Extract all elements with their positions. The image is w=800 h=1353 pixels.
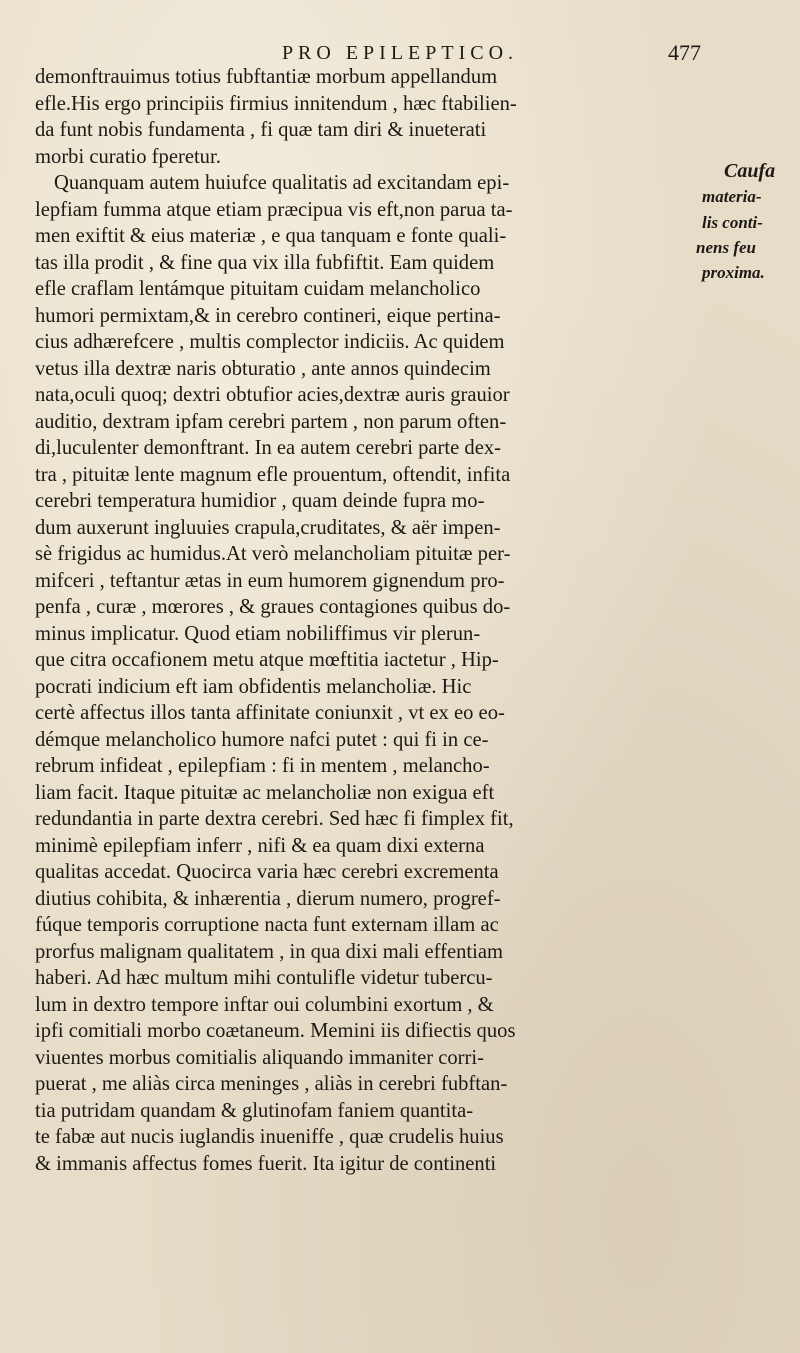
text-line: penfa , curæ , mœrores , & graues contagiones quibus do- [35, 596, 511, 618]
text-line: que citra occafionem metu atque mœftitia iactetur , Hip- [35, 649, 499, 671]
text-line: puerat , me aliàs circa meninges , aliàs in cerebri fubftan- [35, 1073, 508, 1095]
text-line: dum auxerunt ingluuies crapula,cruditates, & aër impen- [35, 516, 501, 539]
text-line: cius adhærefcere , multis complector indiciis. Ac quidem [35, 331, 505, 353]
text-line: certè affectus illos tanta affinitate coniunxit , vt ex eo eo- [35, 702, 505, 724]
margin-note: nens feu [696, 238, 756, 257]
page-number: 477 [668, 40, 701, 65]
text-line: mifceri , teftantur ætas in eum humorem gignendum pro- [35, 569, 505, 592]
text-line: lepfiam fumma atque etiam præcipua vis eft,non parua ta- [35, 198, 513, 221]
text-line: morbi curatio fperetur. [35, 145, 221, 168]
text-line: pocrati indicium eft iam obfidentis melancholiæ. Hic [35, 675, 472, 698]
text-line: lum in dextro tempore inftar oui columbini exortum , & [35, 993, 494, 1016]
text-line: te fabæ aut nucis iuglandis inueniffe , quæ crudelis huius [35, 1126, 504, 1148]
text-line: liam facit. Itaque pituitæ ac melancholiæ non exigua eft [35, 781, 495, 804]
text-line: prorfus malignam qualitatem , in qua dixi mali effentiam [35, 940, 504, 963]
text-line: di,luculenter demonftrant. In ea autem cerebri parte dex- [35, 437, 501, 459]
text-line: viuentes morbus comitialis aliquando immaniter corri- [35, 1046, 484, 1069]
text-line: qualitas accedat. Quocirca varia hæc cerebri excrementa [35, 861, 499, 883]
text-line: vetus illa dextræ naris obturatio , ante annos quindecim [35, 357, 491, 380]
text-line: minus implicatur. Quod etiam nobiliffimus vir plerun- [35, 622, 481, 645]
text-line: tia putridam quandam & glutinofam faniem quantita- [35, 1099, 474, 1122]
text-line: rebrum infideat , epilepfiam : fi in mentem , melancho- [35, 755, 490, 777]
text-line: tas illa prodit , & fine qua vix illa fubfiftit. Eam quidem [35, 251, 495, 274]
margin-note: lis conti- [702, 213, 763, 232]
text-line: sè frigidus ac humidus.At verò melancholiam pituitæ per- [35, 543, 511, 565]
text-line: démque melancholico humore nafci putet : qui fi in ce- [35, 728, 489, 751]
text-line: redundantia in parte dextra cerebri. Sed hæc fi fimplex fit, [35, 808, 514, 830]
text-line: cerebri temperatura humidior , quam deinde fupra mo- [35, 490, 485, 512]
text-line: efle craflam lentámque pituitam cuidam melancholico [35, 278, 481, 300]
body-text [35, 64, 760, 1177]
text-line: ipfi comitiali morbo coætaneum. Memini iis difiectis quos [35, 1020, 516, 1042]
text-line: Quanquam autem huiufce qualitatis ad excitandam epi- [54, 172, 510, 194]
margin-note: proxima. [702, 263, 765, 282]
margin-note: Caufa [724, 160, 776, 182]
text-line: diutius cohibita, & inhærentia , dierum numero, progref- [35, 887, 501, 910]
text-line: auditio, dextram ipfam cerebri partem , non parum often- [35, 410, 507, 433]
text-line: & immanis affectus fomes fuerit. Ita igitur de continenti [35, 1152, 497, 1175]
text-line: fúque temporis corruptione nacta funt externam illam ac [35, 914, 499, 936]
text-line: haberi. Ad hæc multum mihi contulifle videtur tubercu- [35, 967, 493, 989]
text-line: nata,oculi quoq; dextri obtufior acies,dextræ auris grauior [35, 384, 510, 406]
text-line: da funt nobis fundamenta , fi quæ tam diri & inueterati [35, 119, 487, 141]
text-line: efle.His ergo principiis firmius innitendum , hæc ftabilien- [35, 92, 517, 115]
text-line: humori permixtam,& in cerebro contineri, eique pertina- [35, 304, 501, 327]
text-line: minimè epilepfiam inferr , nifi & ea quam dixi externa [35, 834, 485, 857]
text-line: men exiftit & eius materiæ , e qua tanquam e fonte quali- [35, 225, 507, 247]
margin-note: materia- [702, 187, 762, 206]
text-line: tra , pituitæ lente magnum efle prouentum, oftendit, infita [35, 463, 511, 486]
running-title: PRO EPILEPTICO. [281, 42, 519, 64]
text-line: demonftrauimus totius fubftantiæ morbum appellandum [35, 66, 498, 88]
